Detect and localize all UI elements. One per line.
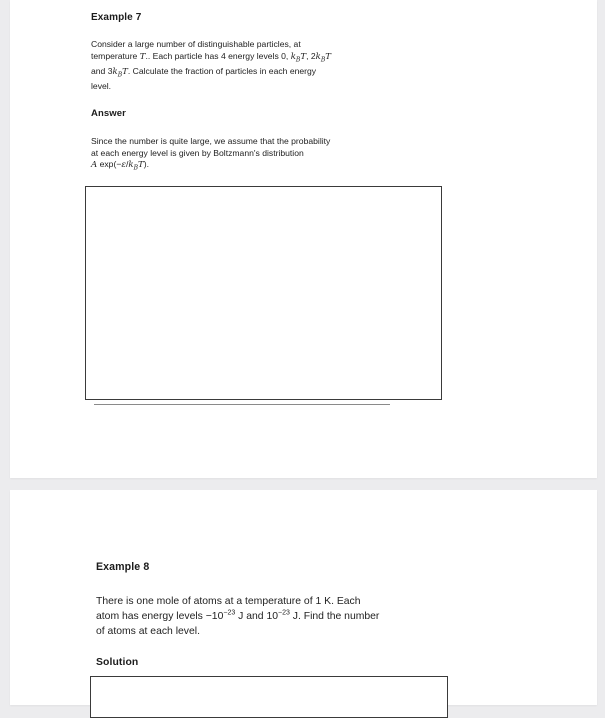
answer-text — [91, 136, 531, 175]
crossed-out-line — [94, 404, 390, 405]
solution-heading: Solution — [96, 657, 139, 668]
answer-box[interactable] — [85, 186, 442, 400]
example-7-title: Example 7 — [91, 12, 142, 23]
example-7-problem — [91, 39, 511, 93]
example-8-problem — [96, 594, 556, 639]
problem-line-3: and $3k_BT$. Calculate the fraction of particles in each energy — [91, 65, 317, 79]
problem-line-4: level. — [91, 81, 112, 92]
answer-line-2: at each energy level is given by Boltzmann's distribution — [91, 147, 304, 158]
answer-line-3: A $\exp(-\varepsilon/k_BT)$. — [91, 159, 149, 172]
solution-box[interactable] — [90, 676, 448, 718]
problem-8-line-1: There is one mole of atoms at a temperature of 1 K. Each — [96, 596, 361, 607]
answer-heading: Answer — [91, 108, 126, 119]
document-page-1 — [10, 0, 597, 478]
problem-line-1: Consider a large number of distinguishable particles, at — [91, 39, 301, 49]
document-page-2 — [10, 490, 597, 705]
example-8-title: Example 8 — [96, 561, 150, 573]
problem-8-line-3: of atoms at each level. — [96, 626, 200, 637]
answer-line-1: Since the number is quite large, we assume that the probability — [91, 136, 331, 146]
problem-8-line-2: atom has energy levels $-10^{-23}$ J and $10^{-23}$ J. Find the number — [96, 609, 380, 622]
problem-line-2: temperature T.. Each particle has 4 energy levels 0, $k_BT$, $2k_BT$ — [91, 50, 331, 64]
